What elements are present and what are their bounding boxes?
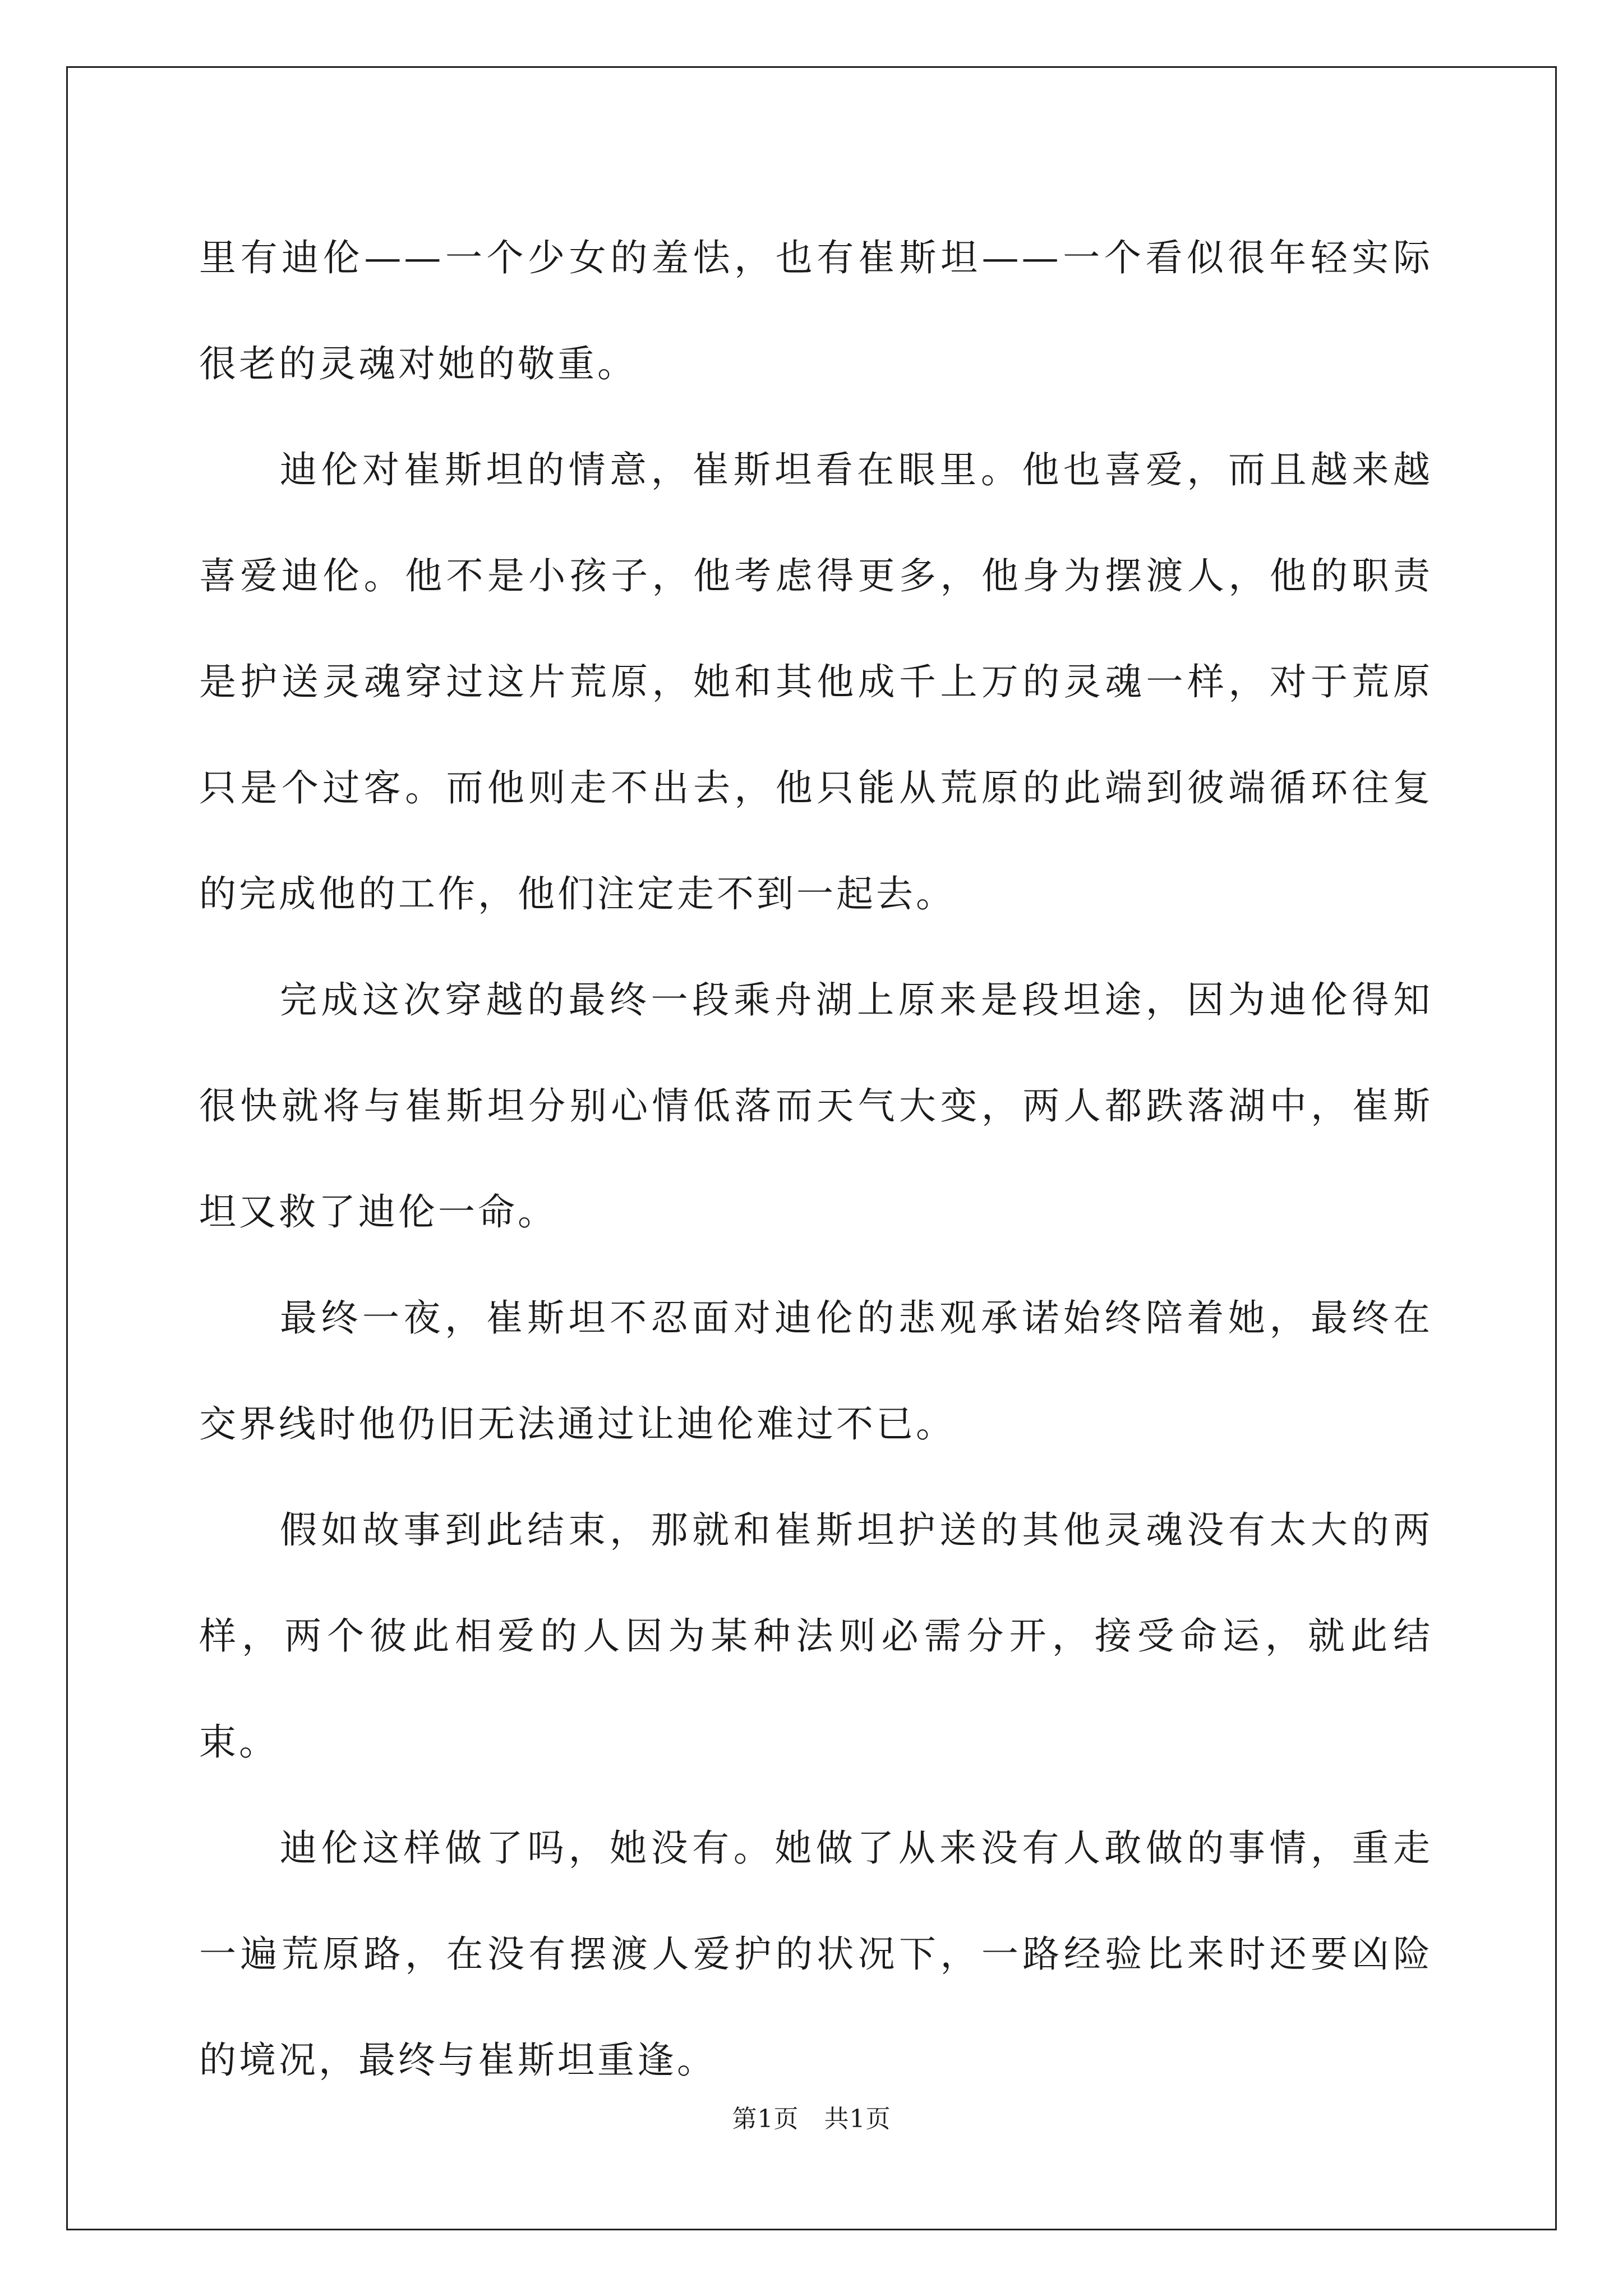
document-body [199, 205, 1433, 2113]
page-footer [0, 2102, 1623, 2136]
page-total: 共1页 [824, 2105, 891, 2133]
paragraph-6: 迪伦这样做了吗，她没有。她做了从来没有人敢做的事情，重走一遍荒原路，在没有摆渡人爱护的状况下，一路经验比来时还要凶险的境况，最终与崔斯坦重逢。 [199, 1826, 1433, 2082]
page-number: 第1页 [732, 2105, 799, 2133]
paragraph-4: 最终一夜，崔斯坦不忍面对迪伦的悲观承诺始终陪着她，最终在交界线时他仍旧无法通过让迪伦难过不已。 [199, 1296, 1433, 1446]
paragraph-1: 里有迪伦——一个少女的羞怯，也有崔斯坦——一个看似很年轻实际很老的灵魂对她的敬重。 [199, 236, 1433, 385]
paragraph-3: 完成这次穿越的最终一段乘舟湖上原来是段坦途，因为迪伦得知很快就将与崔斯坦分别心情低落而天气大变，两人都跌落湖中，崔斯坦又救了迪伦一命。 [199, 978, 1433, 1234]
paragraph-2: 迪伦对崔斯坦的情意，崔斯坦看在眼里。他也喜爱，而且越来越喜爱迪伦。他不是小孩子，他考虑得更多，他身为摆渡人，他的职责是护送灵魂穿过这片荒原，她和其他成千上万的灵魂一样，对于荒原只是个过客。而他则走不出去，他只能从荒原的此端到彼端循环往复的完成他的工作，他们注定走不到一起去。 [199, 448, 1433, 915]
paragraph-5: 假如故事到此结束，那就和崔斯坦护送的其他灵魂没有太大的两样，两个彼此相爱的人因为某种法则必需分开，接受命运，就此结束。 [199, 1508, 1433, 1764]
